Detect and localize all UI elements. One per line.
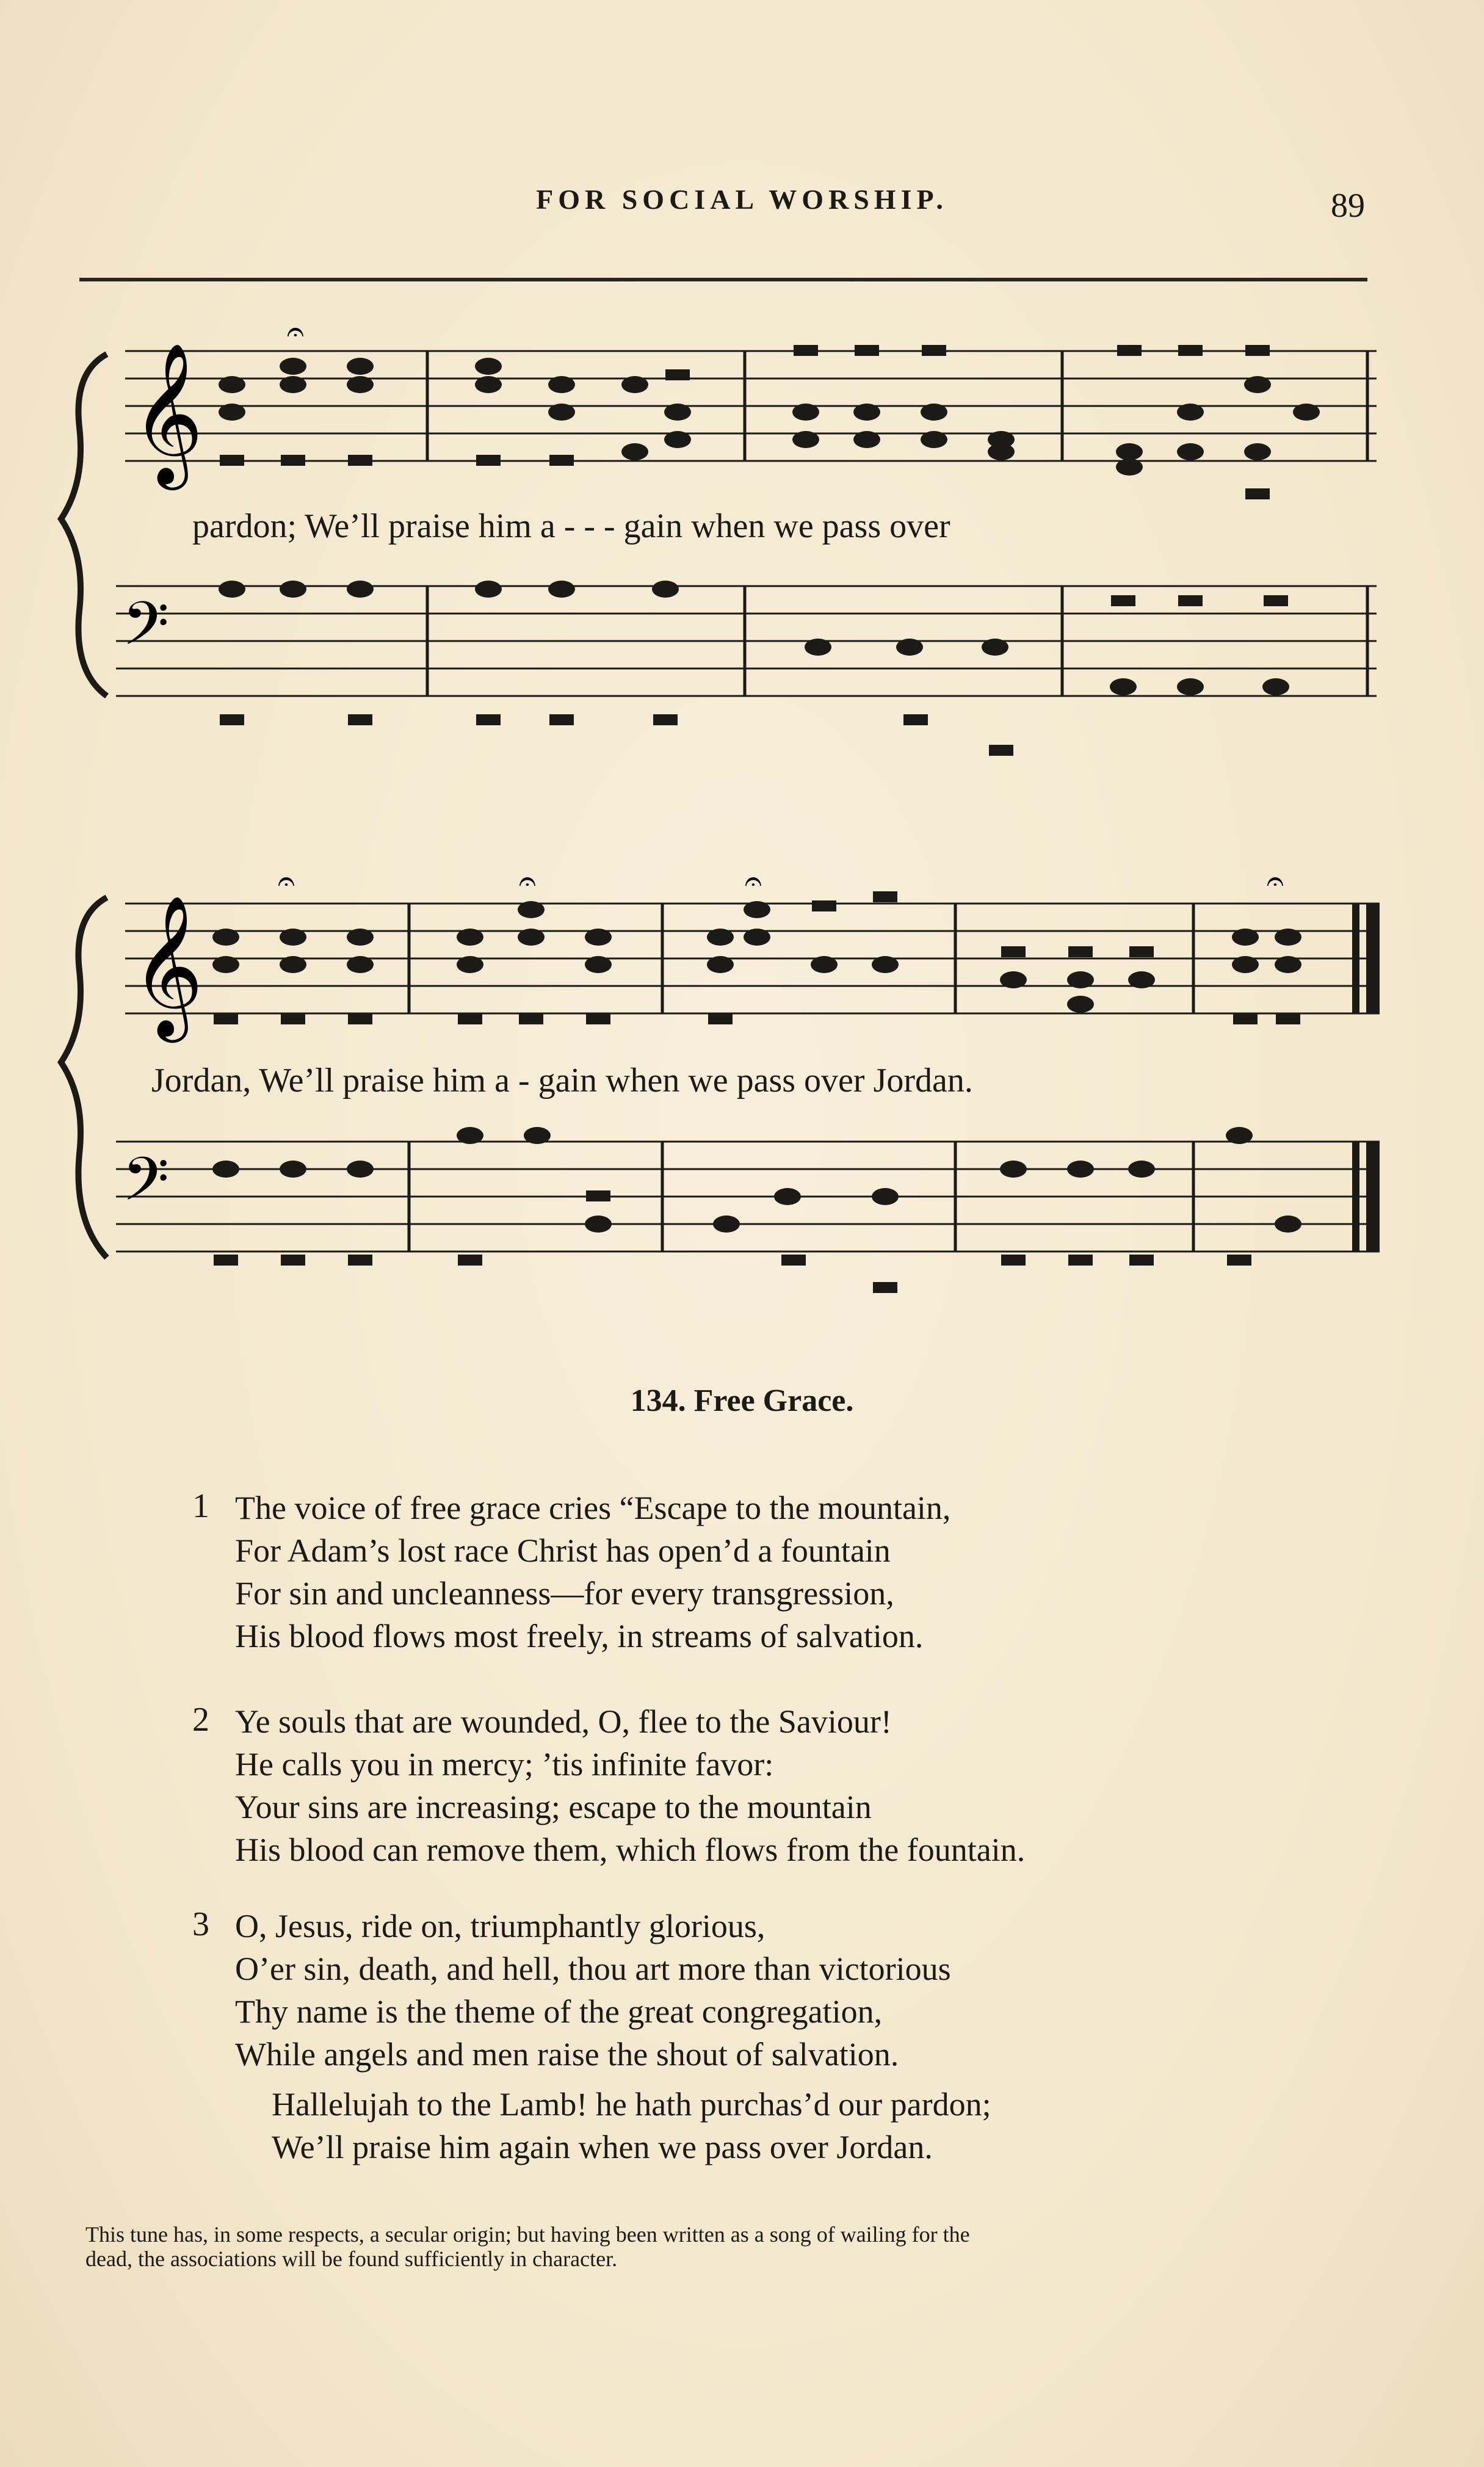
verse-line: O’er sin, death, and hell, thou art more than victorious [235,1951,951,1987]
hymn-title: 134. Free Grace. [630,1383,854,1418]
fermata-icon: 𝄐 [287,317,304,349]
lyric-line-system-1: pardon; We’ll praise him a - - - gain when we pass over [192,507,950,545]
verse-line: Thy name is the theme of the great congregation, [235,1993,883,2030]
bass-clef-icon: 𝄢 [122,1145,170,1230]
footnote [85,2222,1392,2271]
bass-clef-icon: 𝄢 [122,589,170,674]
running-head: FOR SOCIAL WORSHIP. [536,184,948,215]
page-number: 89 [1331,187,1365,225]
footnote-line: dead, the associations will be found sufficiently in character. [85,2247,618,2271]
stanza-number: 1 [192,1487,209,1525]
verse-line: For sin and uncleanness—for every transgression, [235,1575,894,1612]
verse-line: He calls you in mercy; ’tis infinite favor: [235,1746,774,1783]
verse-line: While angels and men raise the shout of salvation. [235,2036,899,2073]
treble-clef-icon: 𝄞 [131,894,204,1037]
fermata-icon: 𝄐 [519,867,536,899]
verse-line: O, Jesus, ride on, triumphantly glorious, [235,1908,766,1944]
staff-notation-1 [0,317,1484,781]
verse-line: His blood can remove them, which flows from the fountain. [235,1831,1026,1868]
refrain-line: We’ll praise him again when we pass over Jordan. [272,2129,933,2165]
treble-clef-icon: 𝄞 [131,342,204,484]
stanza-number: 3 [192,1905,209,1943]
verse-line: For Adam’s lost race Christ has open’d a fountain [235,1532,891,1569]
staff-notation-2 [0,867,1484,1343]
verse-line: His blood flows most freely, in streams of salvation. [235,1618,924,1654]
verse-line: Ye souls that are wounded, O, flee to the Saviour! [235,1703,892,1740]
stanza-1 [192,1487,950,1657]
verse-line: Your sins are increasing; escape to the mountain [235,1789,872,1825]
verse-line: The voice of free grace cries “Escape to the mountain, [235,1490,951,1526]
header-rule [79,278,1367,281]
footnote-line: This tune has, in some respects, a secular origin; but having been written as a song of wailing for the [85,2222,970,2247]
refrain [272,2083,991,2168]
stanza-number: 2 [192,1701,209,1739]
fermata-icon: 𝄐 [745,867,762,899]
refrain-line: Hallelujah to the Lamb! he hath purchas’d our pardon; [272,2086,991,2123]
fermata-icon: 𝄐 [278,867,295,899]
lyric-line-system-2: Jordan, We’ll praise him a - gain when we pass over Jordan. [151,1062,973,1099]
fermata-icon: 𝄐 [1267,867,1284,899]
music-system-1 [0,317,1484,781]
stanza-3 [192,1905,951,2076]
stanza-2 [192,1700,1025,1871]
music-system-2 [0,867,1484,1343]
